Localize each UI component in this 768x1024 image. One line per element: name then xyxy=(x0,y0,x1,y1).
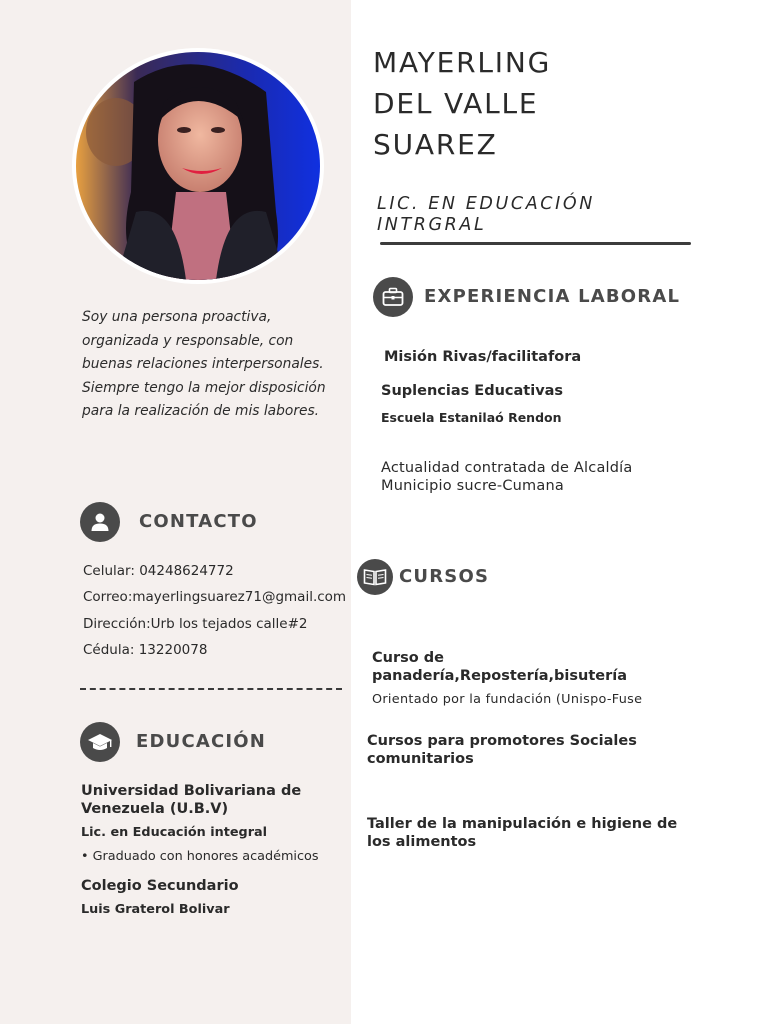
school-heading: Colegio Secundario xyxy=(81,878,239,894)
book-icon xyxy=(357,559,393,595)
full-name: MAYERLING DEL VALLE SUAREZ xyxy=(373,46,552,161)
contact-heading: CONTACTO xyxy=(139,511,258,532)
course-3: Taller de la manipulación e higiene de los alimentos xyxy=(367,816,678,850)
honors-note: • Graduado con honores académicos xyxy=(81,849,319,864)
experience-heading: EXPERIENCIA LABORAL xyxy=(424,286,681,307)
contact-phone: Celular: 04248624772 xyxy=(83,563,234,579)
person-icon xyxy=(80,502,120,542)
contact-address: Dirección:Urb los tejados calle#2 xyxy=(83,616,308,632)
course-1: Curso de panadería,Repostería,bisutería xyxy=(372,650,628,684)
profile-photo xyxy=(72,48,324,284)
course-2: Cursos para promotores Sociales comunitarios xyxy=(367,733,637,767)
job-2-place: Escuela Estanilaó Rendon xyxy=(381,410,562,425)
job-1: Misión Rivas/facilitafora xyxy=(384,349,582,365)
job-title: LIC. EN EDUCACIÓN INTRGRAL xyxy=(377,194,595,235)
course-1-note: Orientado por la fundación (Unispo-Fuse xyxy=(372,692,643,707)
job-2: Suplencias Educativas xyxy=(381,383,564,399)
contact-id: Cédula: 13220078 xyxy=(83,642,208,658)
about-text xyxy=(82,306,344,424)
education-heading: EDUCACIÓN xyxy=(136,731,267,752)
about-line: Siempre tengo la mejor disposición xyxy=(82,379,326,396)
university-name: Universidad Bolivariana de Venezuela (U.B.V) xyxy=(81,783,302,817)
about-line: para la realización de mis labores. xyxy=(82,403,320,420)
contact-email: Correo:mayerlingsuarez71@gmail.com xyxy=(83,589,347,605)
about-line: organizada y responsable, con xyxy=(82,332,294,349)
about-line: Soy una persona proactiva, xyxy=(82,309,272,325)
courses-heading: CURSOS xyxy=(399,566,490,587)
dashed-divider xyxy=(80,688,342,690)
graduation-cap-icon xyxy=(80,722,120,762)
school-name: Luis Graterol Bolivar xyxy=(81,902,230,917)
title-underline xyxy=(380,242,691,245)
about-line: buenas relaciones interpersonales. xyxy=(82,356,324,373)
briefcase-icon xyxy=(373,277,413,317)
degree: Lic. en Educación integral xyxy=(81,825,268,840)
current-job: Actualidad contratada de Alcaldía Municipio sucre-Cumana xyxy=(381,460,633,494)
